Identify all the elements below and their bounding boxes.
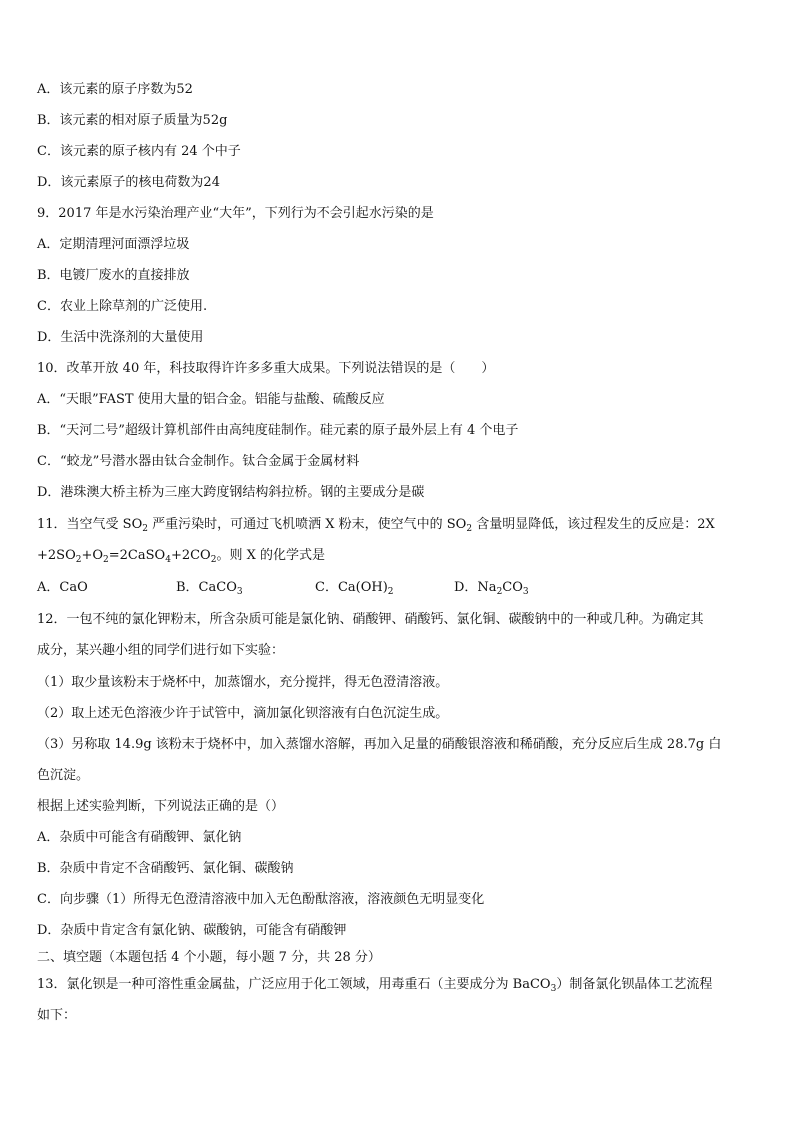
q11-option-d: D．$Na_2CO_3$ xyxy=(454,580,529,597)
q11-stem-line2: $+2SO_2+O_2=2CaSO_4+2CO_2$。则 X 的化学式是 xyxy=(37,548,325,565)
q12-question: 根据上述实验判断，下列说法正确的是（） xyxy=(37,799,285,814)
q10-option-d: D．港珠澳大桥主桥为三座大跨度钢结构斜拉桥。钢的主要成分是碳 xyxy=(37,485,425,500)
q8-option-b: B．该元素的相对原子质量为52g xyxy=(37,113,228,128)
q12-step-3-line1: （3）另称取 14.9g 该粉末于烧杯中，加入蒸馏水溶解，再加入足量的硝酸银溶液和稀硝酸，充分反应后生成 28.7g 白 xyxy=(37,737,722,752)
q10-option-b: B．“天河二号”超级计算机部件由高纯度硅制作。硅元素的原子最外层上有 4 个电子 xyxy=(37,423,519,438)
q12-step-2: （2）取上述无色溶液少许于试管中，滴加氯化钡溶液有白色沉淀生成。 xyxy=(37,706,449,721)
q12-option-a: A．杂质中可能含有硝酸钾、氯化钠 xyxy=(37,830,242,845)
q12-stem-line2: 成分，某兴趣小组的同学们进行如下实验： xyxy=(37,643,285,658)
q12-step-3-line2: 色沉淀。 xyxy=(37,768,90,783)
q12-option-c: C．向步骤（1）所得无色澄清溶液中加入无色酚酞溶液，溶液颜色无明显变化 xyxy=(37,892,485,907)
q12-option-b: B．杂质中肯定不含硝酸钙、氯化铜、碳酸钠 xyxy=(37,861,294,876)
q13-stem-line2: 如下： xyxy=(37,1008,77,1023)
section-heading-fill-in: 二、填空题（本题包括 4 个小题，每小题 7 分，共 28 分） xyxy=(37,950,381,965)
q9-option-c: C．农业上除草剂的广泛使用. xyxy=(37,299,208,314)
q9-option-a: A．定期清理河面漂浮垃圾 xyxy=(37,237,190,252)
q8-option-a: A．该元素的原子序数为52 xyxy=(37,82,193,97)
q11-option-c: C．$Ca(OH)_2$ xyxy=(315,580,394,597)
q11-option-b: B．CaCO$_3$ xyxy=(176,580,243,597)
q9-stem: 9．2017 年是水污染治理产业“大年”，下列行为不会引起水污染的是 xyxy=(37,206,434,221)
q10-option-a: A．“天眼”FAST 使用大量的铝合金。铝能与盐酸、硫酸反应 xyxy=(37,392,385,407)
q11-option-a: A．CaO xyxy=(37,580,88,595)
q12-stem-line1: 12．一包不纯的氯化钾粉末，所含杂质可能是氯化钠、硝酸钾、硝酸钙、氯化铜、碳酸钠中的一种或几种。为确定其 xyxy=(37,612,704,627)
q8-option-c: C．该元素的原子核内有 24 个中子 xyxy=(37,144,241,159)
q11-options xyxy=(37,580,762,596)
q12-step-1: （1）取少量该粉末于烧杯中，加蒸馏水，充分搅拌，得无色澄清溶液。 xyxy=(37,675,449,690)
q9-option-b: B．电镀厂废水的直接排放 xyxy=(37,268,190,283)
q9-option-d: D．生活中洗涤剂的大量使用 xyxy=(37,330,204,345)
q10-option-c: C．“蛟龙”号潜水器由钛合金制作。钛合金属于金属材料 xyxy=(37,454,360,469)
q11-stem-line1: 11．当空气受 $SO_2$ 严重污染时，可通过飞机喷洒 X 粉末，使空气中的 $SO_2$ 含量明显降低，该过程发生的反应是：2X xyxy=(37,517,715,534)
q12-option-d: D．杂质中肯定含有氯化钠、碳酸钠，可能含有硝酸钾 xyxy=(37,923,347,938)
q10-stem: 10．改革开放 40 年，科技取得许许多多重大成果。下列说法错误的是（ ） xyxy=(37,361,495,376)
q8-option-d: D．该元素原子的核电荷数为24 xyxy=(37,175,220,190)
q13-stem-line1: 13．氯化钡是一种可溶性重金属盐，广泛应用于化工领域，用毒重石（主要成分为 BaCO$_3$）制备氯化钡晶体工艺流程 xyxy=(37,977,713,994)
